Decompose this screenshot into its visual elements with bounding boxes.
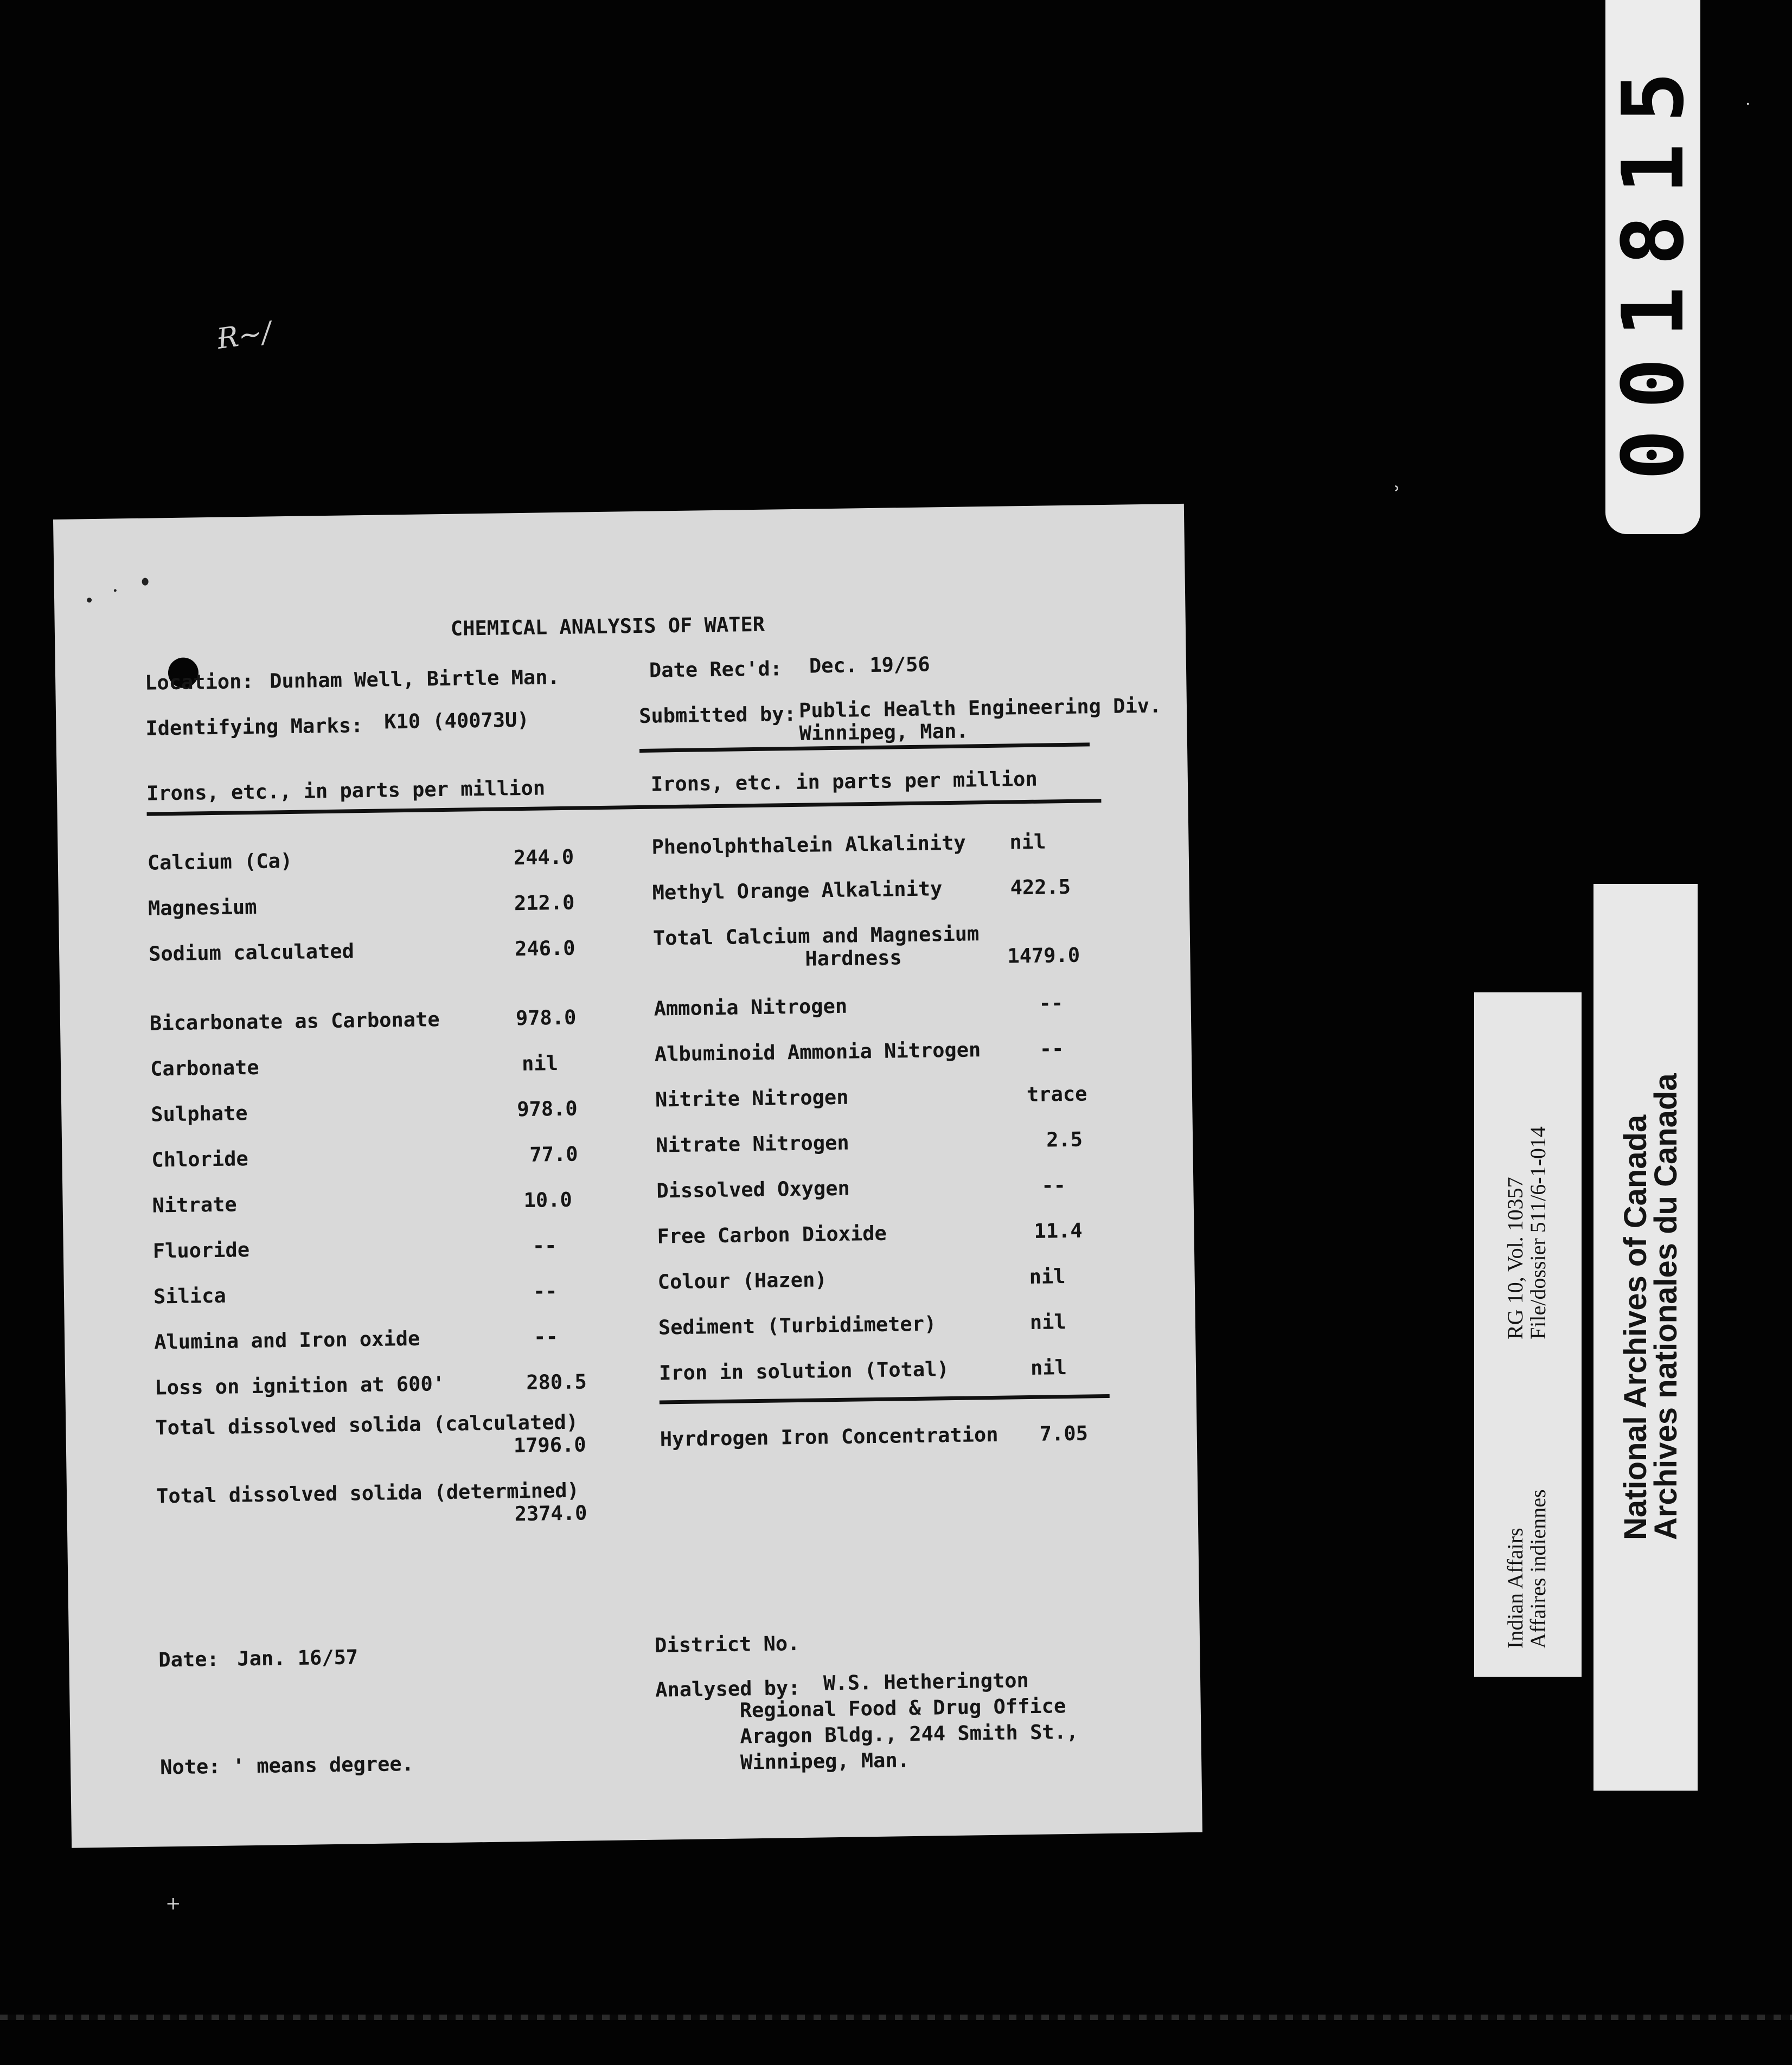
left-row-value: --: [533, 1279, 558, 1303]
left-row-value: 978.0: [516, 1096, 578, 1121]
archive-label-line: Archives nationales du Canada: [1648, 1073, 1684, 1540]
right-row-value: --: [1039, 991, 1064, 1015]
right-row-value: 11.4: [1034, 1219, 1083, 1243]
tds-determined-label: Total dissolved solida (determined): [156, 1478, 580, 1508]
right-row-name: Nitrite Nitrogen: [655, 1085, 849, 1112]
right-row-value: --: [1039, 1037, 1064, 1061]
archive-label-line: File/dossier 511/6-1-014: [1526, 1126, 1550, 1339]
right-row-value: 1479.0: [1007, 943, 1080, 968]
right-row-name: Sediment (Turbidimeter): [658, 1312, 937, 1339]
tds-calculated-value: 1796.0: [513, 1433, 586, 1458]
left-row-value: 246.0: [514, 936, 575, 961]
left-row-name: Sodium calculated: [148, 939, 355, 966]
archive-label-line: Indian Affairs: [1503, 1528, 1527, 1649]
analysed-by-label: Analysed by:: [655, 1676, 801, 1702]
speck: [87, 598, 92, 602]
district-no-label: District No.: [654, 1631, 800, 1657]
right-row-name: Phenolphthalein Alkalinity: [651, 831, 966, 859]
film-edge: [0, 2015, 1792, 2020]
report-date-value: Jan. 16/57: [237, 1645, 359, 1671]
right-row-value: nil: [1009, 830, 1046, 854]
right-row-name: Total Calcium and Magnesium: [652, 922, 980, 950]
location-value: Dunham Well, Birtle Man.: [269, 665, 560, 693]
identifying-marks-label: Identifying Marks:: [145, 714, 363, 740]
right-row-value: nil: [1029, 1310, 1066, 1334]
archive-label-national-archives: [1593, 884, 1698, 1791]
left-row-name: Carbonate: [150, 1055, 259, 1081]
left-row-value: 10.0: [523, 1188, 573, 1213]
archive-label-indian-affairs: [1474, 992, 1582, 1677]
left-row-value: 280.5: [526, 1370, 587, 1394]
left-row-name: Nitrate: [152, 1192, 237, 1217]
speck: [114, 589, 117, 592]
tds-determined-value: 2374.0: [514, 1501, 587, 1526]
left-row-value: 212.0: [514, 890, 575, 915]
date-received-label: Date Rec'd:: [649, 657, 783, 682]
right-row-value: trace: [1026, 1082, 1087, 1107]
left-row-value: --: [532, 1234, 557, 1258]
left-row-name: Fluoride: [152, 1238, 250, 1263]
hydrogen-rule: [660, 1394, 1110, 1405]
right-row-value: --: [1041, 1173, 1066, 1197]
right-row-name: Albuminoid Ammonia Nitrogen: [654, 1038, 981, 1066]
right-row-name: Nitrate Nitrogen: [655, 1131, 849, 1157]
stray-mark: +: [165, 1893, 181, 1914]
submitted-by-label: Submitted by:: [638, 702, 797, 728]
right-row-name: Colour (Hazen): [657, 1268, 827, 1294]
submitted-by-line2: Winnipeg, Man.: [799, 719, 969, 745]
submitted-by-line1: Public Health Engineering Div.: [798, 694, 1162, 722]
tds-calculated-label: Total dissolved solida (calculated): [155, 1410, 579, 1440]
speck: [142, 578, 149, 586]
archive-label-line: National Archives of Canada: [1618, 1114, 1653, 1540]
left-row-value: 978.0: [515, 1005, 577, 1030]
date-received-value: Dec. 19/56: [809, 652, 930, 678]
left-row-name: Magnesium: [148, 895, 257, 920]
left-row-name: Sulphate: [151, 1101, 248, 1126]
left-row-value: 244.0: [513, 845, 574, 870]
hydrogen-ion-value: 7.05: [1039, 1421, 1089, 1446]
left-row-name: Alumina and Iron oxide: [153, 1326, 420, 1354]
pencil-scribble: Ɍ~/: [215, 316, 274, 356]
hydrogen-ion-label: Hyrdrogen Iron Concentration: [660, 1422, 999, 1451]
right-row-name: Iron in solution (Total): [658, 1357, 949, 1385]
right-row-value: 2.5: [1046, 1127, 1083, 1152]
left-row-value: --: [533, 1325, 558, 1349]
right-row-value: nil: [1029, 1265, 1066, 1289]
left-row-value: 77.0: [529, 1142, 578, 1166]
right-row-name: Ammonia Nitrogen: [654, 994, 848, 1021]
frame-number: 001815: [1604, 51, 1703, 480]
right-row-name: Methyl Orange Alkalinity: [652, 877, 943, 905]
archive-label-line: Affaires indiennes: [1526, 1489, 1550, 1649]
left-row-name: Bicarbonate as Carbonate: [149, 1008, 440, 1035]
left-row-name: Calcium (Ca): [147, 849, 293, 875]
stray-mark: ˒: [1394, 477, 1401, 502]
location-label: Location:: [144, 669, 254, 695]
left-row-value: nil: [521, 1051, 559, 1076]
left-row-name: Silica: [153, 1284, 226, 1309]
right-row-name: Dissolved Oxygen: [656, 1176, 850, 1203]
right-column-header: Irons, etc. in parts per million: [650, 767, 1038, 796]
right-row-value: 422.5: [1010, 875, 1071, 900]
left-column-header: Irons, etc., in parts per million: [146, 776, 546, 805]
left-row-name: Loss on ignition at 600': [155, 1372, 445, 1400]
right-row-name-line2: Hardness: [805, 946, 902, 971]
right-row-name: Free Carbon Dioxide: [657, 1221, 887, 1248]
analysed-by-line4: Winnipeg, Man.: [740, 1748, 910, 1774]
analysed-by-line1: W.S. Hetherington: [823, 1669, 1029, 1695]
archive-label-line: RG 10, Vol. 10357: [1503, 1177, 1527, 1339]
analysed-by-line2: Regional Food & Drug Office: [739, 1694, 1066, 1722]
report-date-label: Date:: [158, 1647, 220, 1672]
stray-mark: ·: [1745, 95, 1751, 114]
analysis-report-page: [53, 504, 1202, 1848]
report-title: CHEMICAL ANALYSIS OF WATER: [450, 612, 765, 640]
degree-note: Note: ' means degree.: [159, 1752, 414, 1779]
right-row-value: nil: [1030, 1356, 1067, 1380]
identifying-marks-value: K10 (40073U): [383, 708, 529, 734]
left-row-name: Chloride: [151, 1147, 249, 1172]
analysed-by-line3: Aragon Bldg., 244 Smith St.,: [740, 1720, 1079, 1748]
